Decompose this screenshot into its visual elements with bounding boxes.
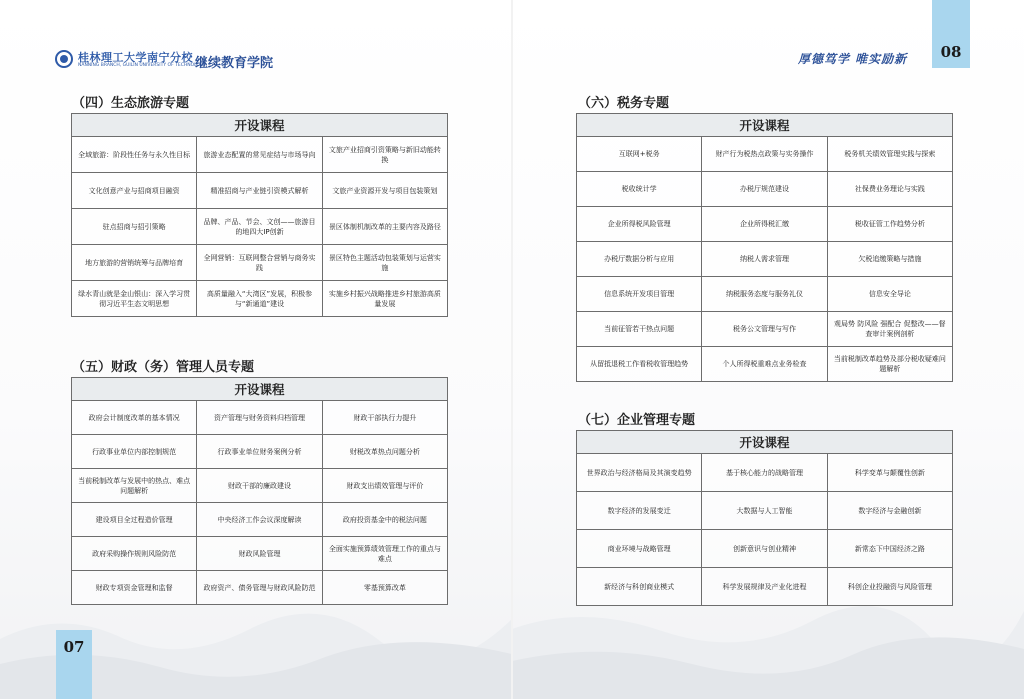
section-title-tax: （六）税务专题 xyxy=(578,96,670,111)
course-cell: 欠税追缴策略与措施 xyxy=(827,242,952,277)
table-row xyxy=(577,347,953,382)
school-header xyxy=(55,46,285,74)
course-cell: 科学变革与颠覆性创新 xyxy=(827,454,952,492)
table-row xyxy=(72,173,448,209)
course-cell: 办税厅规范建设 xyxy=(702,172,827,207)
table-row xyxy=(577,312,953,347)
course-cell: 新常态下中国经济之路 xyxy=(827,530,952,568)
table-row xyxy=(72,281,448,317)
course-cell: 企业所得税汇缴 xyxy=(702,207,827,242)
section-title-eco-tourism: （四）生态旅游专题 xyxy=(72,96,190,111)
table-row xyxy=(72,209,448,245)
course-cell: 个人所得税重难点业务检查 xyxy=(702,347,827,382)
course-cell: 财税改革热点问题分析 xyxy=(322,435,447,469)
table-row xyxy=(577,530,953,568)
section-title-finance: （五）财政（务）管理人员专题 xyxy=(72,360,255,375)
course-cell: 观局势 防风险 强配合 促整改——督查审计案例剖析 xyxy=(827,312,952,347)
course-table-finance xyxy=(71,377,448,605)
table-row xyxy=(577,492,953,530)
course-cell: 行政事业单位财务案例分析 xyxy=(197,435,322,469)
table-row xyxy=(72,401,448,435)
course-cell: 政府投资基金中的税法问题 xyxy=(322,503,447,537)
course-table-enterprise xyxy=(576,430,953,606)
school-name-en: NANNING BRANCH, GUILIN UNIVERSITY OF TECHNOLOGY xyxy=(78,63,207,68)
course-cell: 中央经济工作会议深度解读 xyxy=(197,503,322,537)
course-cell: 文旅产业资源开发与项目包装策划 xyxy=(322,173,447,209)
course-cell: 当前税制改革与发展中的热点、难点问题解析 xyxy=(72,469,197,503)
course-cell: 文旅产业招商引资策略与新旧动能转换 xyxy=(322,137,447,173)
table-row xyxy=(577,207,953,242)
course-cell: 零基预算改革 xyxy=(322,571,447,605)
course-cell: 绿水青山就是金山银山：深入学习贯彻习近平生态文明思想 xyxy=(72,281,197,317)
course-cell: 地方旅游的营销统筹与品牌培育 xyxy=(72,245,197,281)
course-cell: 纳税人需求管理 xyxy=(702,242,827,277)
course-cell: 信息系统开发项目管理 xyxy=(577,277,702,312)
course-cell: 财政支出绩效管理与评价 xyxy=(322,469,447,503)
course-table-tax xyxy=(576,113,953,382)
course-cell: 办税厅数据分析与应用 xyxy=(577,242,702,277)
table-row xyxy=(72,571,448,605)
course-cell: 景区特色主题活动包装策划与运营实施 xyxy=(322,245,447,281)
course-cell: 景区体制机制改革的主要内容及路径 xyxy=(322,209,447,245)
course-cell: 财政干部执行力提升 xyxy=(322,401,447,435)
course-cell: 驻点招商与招引策略 xyxy=(72,209,197,245)
course-cell: 从留抵退税工作看税收管理趋势 xyxy=(577,347,702,382)
course-cell: 科创企业投融资与风险管理 xyxy=(827,568,952,606)
school-name-cn: 桂林理工大学南宁分校 xyxy=(78,51,193,64)
course-cell: 基于核心能力的战略管理 xyxy=(702,454,827,492)
course-cell: 当前征管若干热点问题 xyxy=(577,312,702,347)
course-cell: 纳税服务态度与服务礼仪 xyxy=(702,277,827,312)
course-cell: 财政干部的廉政建设 xyxy=(197,469,322,503)
course-cell: 税收征管工作趋势分析 xyxy=(827,207,952,242)
page-number-right: 08 xyxy=(932,0,970,68)
school-logo-icon xyxy=(55,50,73,68)
table-row xyxy=(72,469,448,503)
book-spine xyxy=(511,0,513,699)
course-cell: 品牌、产品、节会、文创——旅游目的地四大IP创新 xyxy=(197,209,322,245)
course-cell: 旅游业态配置的常见症结与市场导向 xyxy=(197,137,322,173)
table-row xyxy=(72,435,448,469)
course-cell: 税务机关绩效管理实践与探索 xyxy=(827,137,952,172)
course-cell: 世界政治与经济格局及其演变趋势 xyxy=(577,454,702,492)
table-row xyxy=(72,503,448,537)
course-cell: 全域旅游：阶段性任务与永久性目标 xyxy=(72,137,197,173)
table-row xyxy=(577,172,953,207)
course-cell: 文化创意产业与招商项目融资 xyxy=(72,173,197,209)
college-motto: 厚德笃学 唯实励新 xyxy=(798,52,908,66)
course-cell: 实施乡村振兴战略推进乡村旅游高质量发展 xyxy=(322,281,447,317)
course-cell: 科学发展规律及产业化进程 xyxy=(702,568,827,606)
course-cell: 互联网+税务 xyxy=(577,137,702,172)
course-cell: 税务公文管理与写作 xyxy=(702,312,827,347)
table-row xyxy=(72,137,448,173)
course-cell: 税收统计学 xyxy=(577,172,702,207)
table-header: 开设课程 xyxy=(577,114,953,137)
course-cell: 大数据与人工智能 xyxy=(702,492,827,530)
course-cell: 当前税制改革趋势及部分税收疑难问题解析 xyxy=(827,347,952,382)
course-cell: 数字经济与金融创新 xyxy=(827,492,952,530)
right-page xyxy=(512,0,1024,699)
table-header: 开设课程 xyxy=(72,378,448,401)
course-cell: 财产行为税热点政策与实务操作 xyxy=(702,137,827,172)
page-number-left: 07 xyxy=(56,630,92,699)
course-cell: 财政专项资金管理和监督 xyxy=(72,571,197,605)
table-row xyxy=(577,277,953,312)
table-row xyxy=(72,245,448,281)
course-cell: 新经济与科创商业模式 xyxy=(577,568,702,606)
course-cell: 政府会计制度改革的基本情况 xyxy=(72,401,197,435)
college-name: 继续教育学院 xyxy=(195,56,274,71)
course-cell: 政府采购操作规则风险防范 xyxy=(72,537,197,571)
table-row xyxy=(577,137,953,172)
course-cell: 全面实施预算绩效管理工作的重点与难点 xyxy=(322,537,447,571)
table-row xyxy=(577,454,953,492)
course-cell: 商业环境与战略管理 xyxy=(577,530,702,568)
course-cell: 精准招商与产业链引资模式解析 xyxy=(197,173,322,209)
table-row xyxy=(577,568,953,606)
course-cell: 政府资产、债务管理与财政风险防范 xyxy=(197,571,322,605)
course-cell: 创新意识与创业精神 xyxy=(702,530,827,568)
course-cell: 信息安全导论 xyxy=(827,277,952,312)
course-cell: 建设项目全过程造价管理 xyxy=(72,503,197,537)
course-cell: 财政风险管理 xyxy=(197,537,322,571)
course-cell: 资产管理与财务资料归档管理 xyxy=(197,401,322,435)
course-cell: 社保费业务理论与实践 xyxy=(827,172,952,207)
course-cell: 行政事业单位内部控制规范 xyxy=(72,435,197,469)
course-table-eco-tourism xyxy=(71,113,448,317)
table-header: 开设课程 xyxy=(72,114,448,137)
course-cell: 全网营销：互联网整合营销与商务实践 xyxy=(197,245,322,281)
section-title-enterprise: （七）企业管理专题 xyxy=(578,413,696,428)
table-row xyxy=(72,537,448,571)
table-row xyxy=(577,242,953,277)
table-header: 开设课程 xyxy=(577,431,953,454)
course-cell: 企业所得税风险管理 xyxy=(577,207,702,242)
course-cell: 数字经济的发展变迁 xyxy=(577,492,702,530)
course-cell: 高质量融入“大湾区”发展，积极参与“新通道”建设 xyxy=(197,281,322,317)
